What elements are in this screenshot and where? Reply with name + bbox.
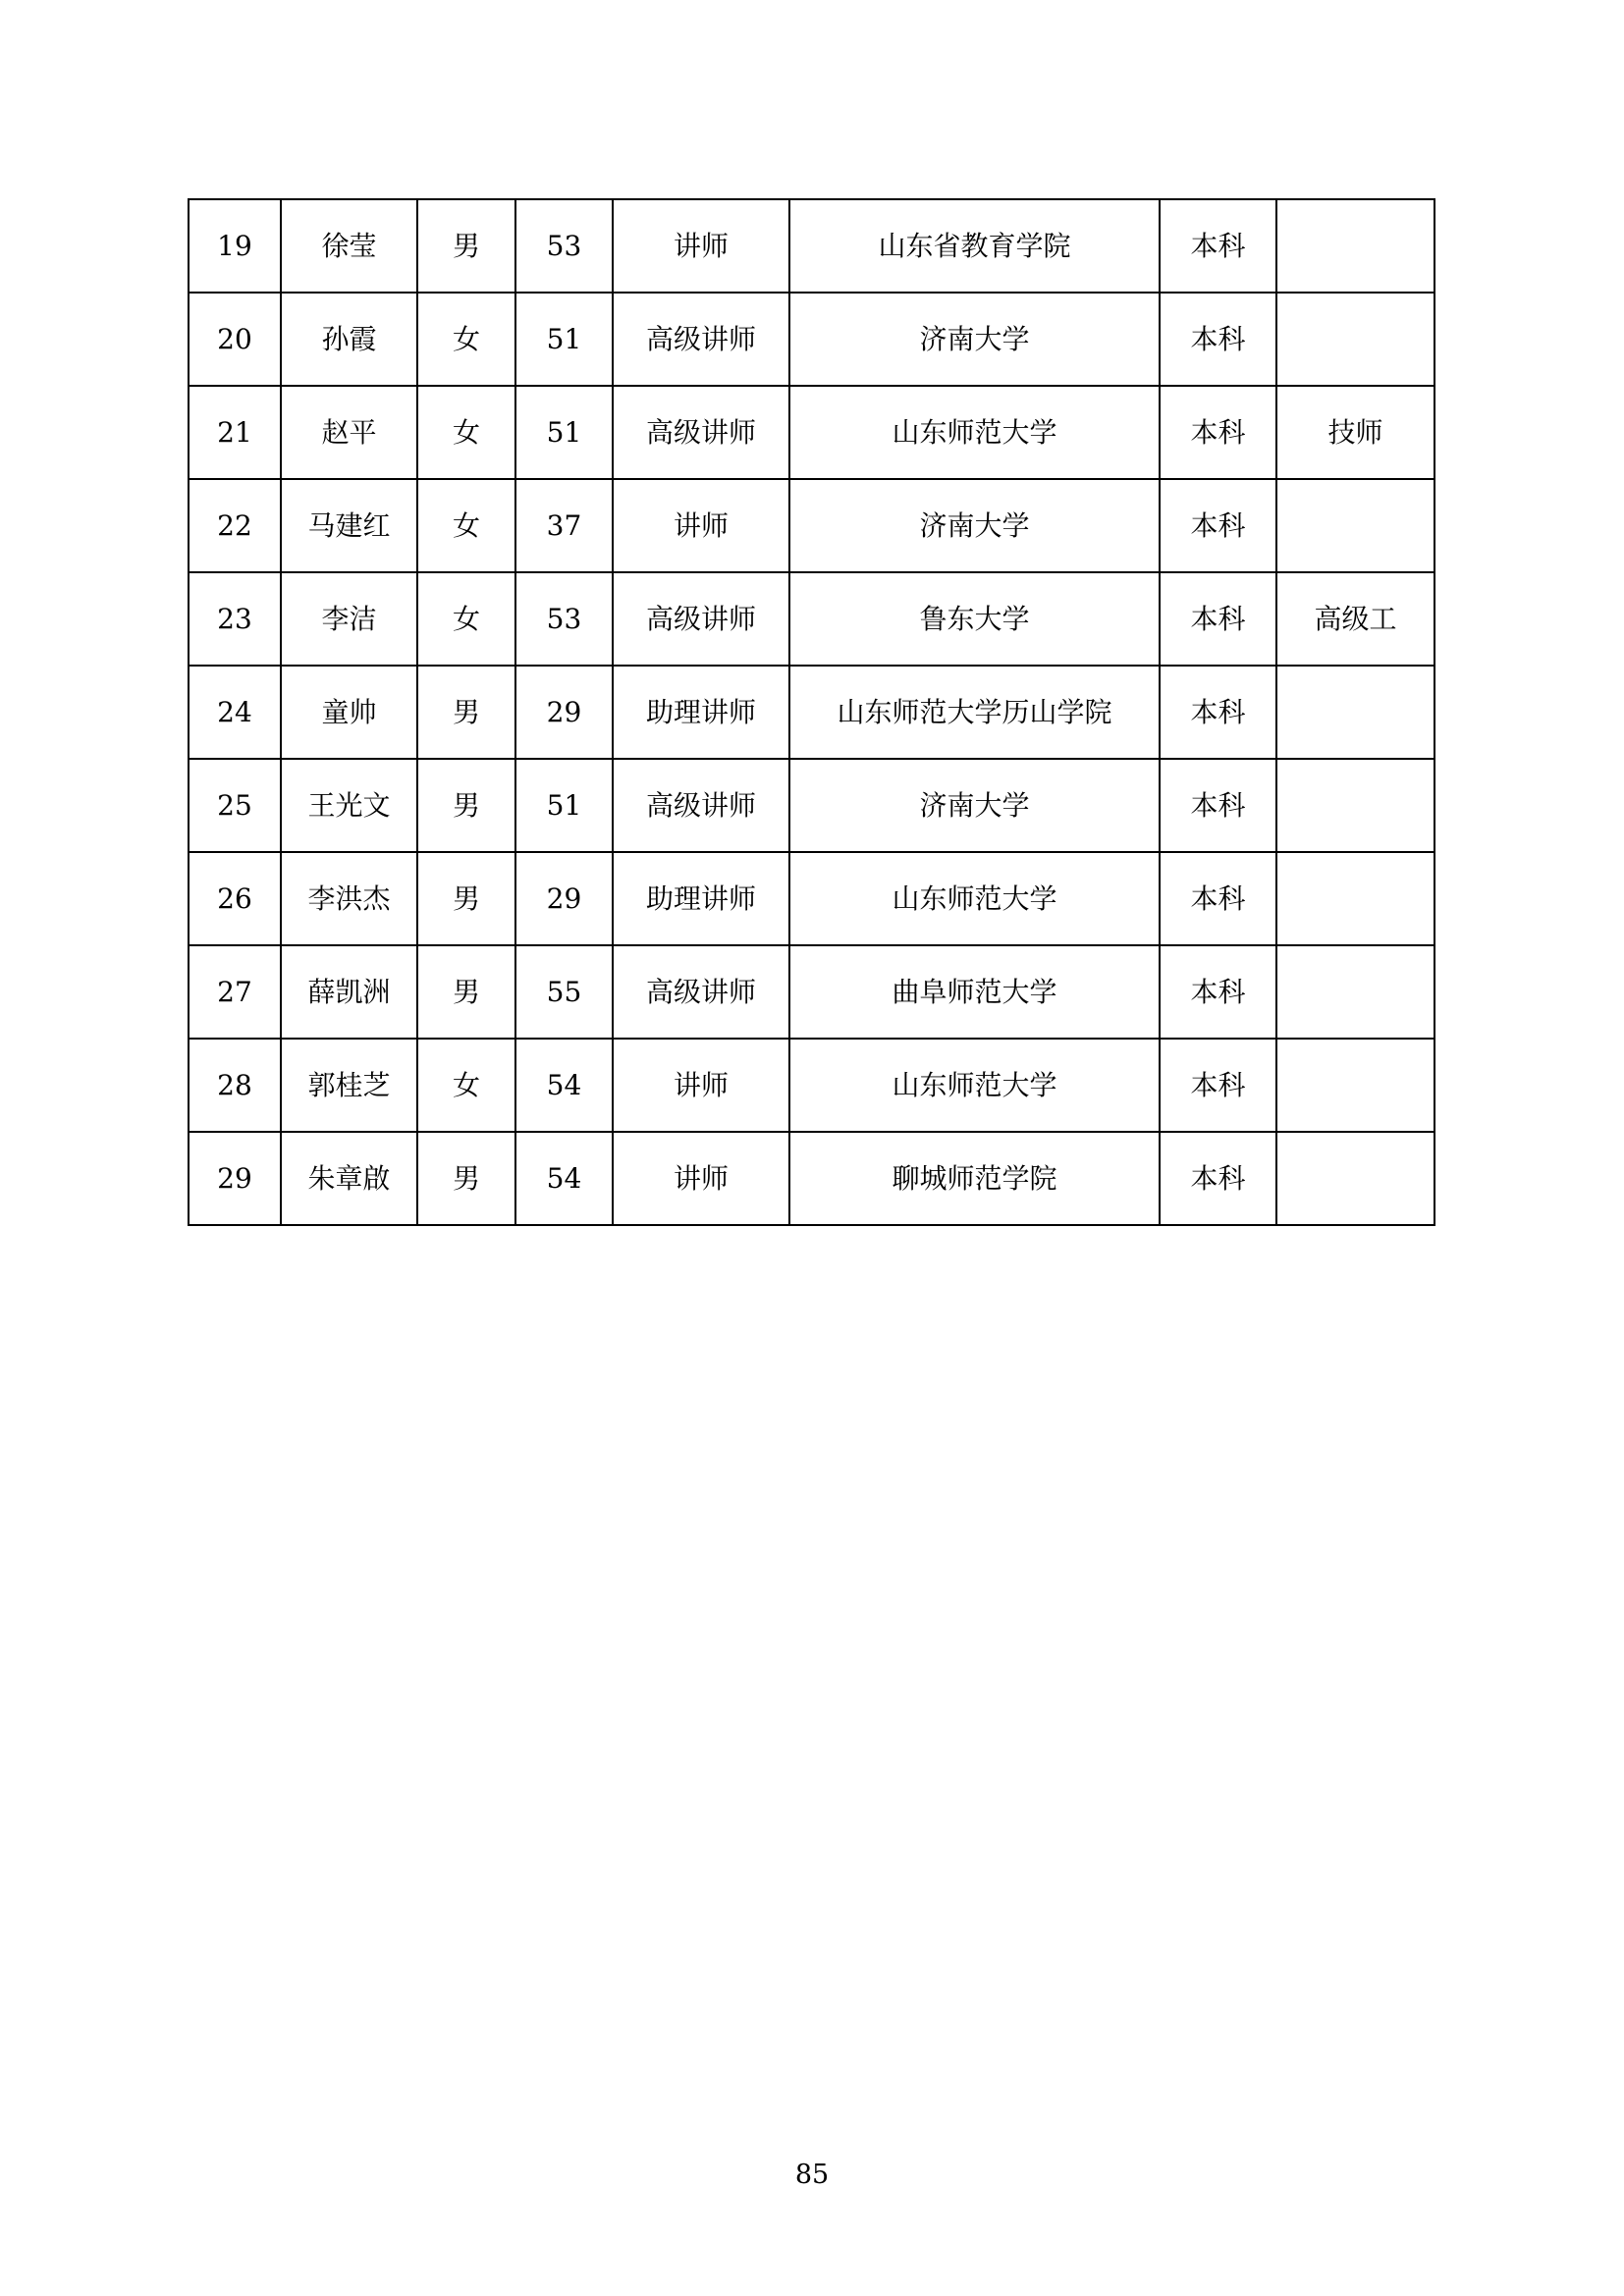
name-cell: 马建红 [281, 479, 417, 572]
name-cell: 童帅 [281, 666, 417, 759]
age-cell: 51 [515, 386, 613, 479]
title-cell: 讲师 [613, 1132, 789, 1225]
name-cell: 徐莹 [281, 199, 417, 293]
degree-cell: 本科 [1160, 759, 1276, 852]
degree-cell: 本科 [1160, 479, 1276, 572]
row-number-cell: 19 [189, 199, 281, 293]
title-cell: 助理讲师 [613, 666, 789, 759]
title-cell: 高级讲师 [613, 759, 789, 852]
row-number-cell: 22 [189, 479, 281, 572]
age-cell: 54 [515, 1039, 613, 1132]
name-cell: 薛凯洲 [281, 945, 417, 1039]
name-cell: 郭桂芝 [281, 1039, 417, 1132]
gender-cell: 男 [417, 666, 515, 759]
degree-cell: 本科 [1160, 572, 1276, 666]
qualification-cell: 高级工 [1276, 572, 1435, 666]
university-cell: 济南大学 [789, 759, 1160, 852]
qualification-cell [1276, 479, 1435, 572]
name-cell: 李洪杰 [281, 852, 417, 945]
table-row [189, 572, 1435, 666]
qualification-cell [1276, 666, 1435, 759]
title-cell: 高级讲师 [613, 945, 789, 1039]
university-cell: 山东师范大学 [789, 1039, 1160, 1132]
gender-cell: 女 [417, 293, 515, 386]
row-number-cell: 20 [189, 293, 281, 386]
degree-cell: 本科 [1160, 1039, 1276, 1132]
age-cell: 37 [515, 479, 613, 572]
title-cell: 高级讲师 [613, 572, 789, 666]
qualification-cell [1276, 945, 1435, 1039]
name-cell: 孙霞 [281, 293, 417, 386]
qualification-cell [1276, 852, 1435, 945]
qualification-cell [1276, 1039, 1435, 1132]
table-row [189, 1039, 1435, 1132]
age-cell: 51 [515, 293, 613, 386]
row-number-cell: 29 [189, 1132, 281, 1225]
table-row [189, 666, 1435, 759]
degree-cell: 本科 [1160, 293, 1276, 386]
degree-cell: 本科 [1160, 852, 1276, 945]
degree-cell: 本科 [1160, 199, 1276, 293]
gender-cell: 女 [417, 572, 515, 666]
title-cell: 讲师 [613, 1039, 789, 1132]
name-cell: 王光文 [281, 759, 417, 852]
university-cell: 山东师范大学 [789, 386, 1160, 479]
title-cell: 助理讲师 [613, 852, 789, 945]
row-number-cell: 25 [189, 759, 281, 852]
degree-cell: 本科 [1160, 945, 1276, 1039]
degree-cell: 本科 [1160, 386, 1276, 479]
university-cell: 曲阜师范大学 [789, 945, 1160, 1039]
table-row [189, 479, 1435, 572]
university-cell: 山东师范大学 [789, 852, 1160, 945]
table-row [189, 293, 1435, 386]
row-number-cell: 27 [189, 945, 281, 1039]
university-cell: 济南大学 [789, 479, 1160, 572]
title-cell: 讲师 [613, 479, 789, 572]
degree-cell: 本科 [1160, 666, 1276, 759]
gender-cell: 男 [417, 1132, 515, 1225]
university-cell: 山东师范大学历山学院 [789, 666, 1160, 759]
name-cell: 李洁 [281, 572, 417, 666]
page-number: 85 [794, 2160, 830, 2190]
age-cell: 55 [515, 945, 613, 1039]
age-cell: 51 [515, 759, 613, 852]
row-number-cell: 24 [189, 666, 281, 759]
university-cell: 鲁东大学 [789, 572, 1160, 666]
qualification-cell [1276, 293, 1435, 386]
row-number-cell: 23 [189, 572, 281, 666]
age-cell: 29 [515, 666, 613, 759]
name-cell: 赵平 [281, 386, 417, 479]
gender-cell: 男 [417, 852, 515, 945]
table-row [189, 1132, 1435, 1225]
title-cell: 高级讲师 [613, 293, 789, 386]
table-row [189, 199, 1435, 293]
gender-cell: 男 [417, 945, 515, 1039]
title-cell: 高级讲师 [613, 386, 789, 479]
qualification-cell [1276, 759, 1435, 852]
gender-cell: 男 [417, 759, 515, 852]
university-cell: 聊城师范学院 [789, 1132, 1160, 1225]
staff-table [188, 198, 1435, 1226]
staff-table-body [189, 199, 1435, 1225]
age-cell: 53 [515, 199, 613, 293]
gender-cell: 女 [417, 1039, 515, 1132]
name-cell: 朱章啟 [281, 1132, 417, 1225]
table-row [189, 852, 1435, 945]
qualification-cell: 技师 [1276, 386, 1435, 479]
gender-cell: 男 [417, 199, 515, 293]
degree-cell: 本科 [1160, 1132, 1276, 1225]
age-cell: 29 [515, 852, 613, 945]
row-number-cell: 26 [189, 852, 281, 945]
university-cell: 山东省教育学院 [789, 199, 1160, 293]
qualification-cell [1276, 199, 1435, 293]
age-cell: 54 [515, 1132, 613, 1225]
table-row [189, 945, 1435, 1039]
row-number-cell: 28 [189, 1039, 281, 1132]
gender-cell: 女 [417, 479, 515, 572]
table-row [189, 759, 1435, 852]
university-cell: 济南大学 [789, 293, 1160, 386]
title-cell: 讲师 [613, 199, 789, 293]
qualification-cell [1276, 1132, 1435, 1225]
row-number-cell: 21 [189, 386, 281, 479]
table-row [189, 386, 1435, 479]
gender-cell: 女 [417, 386, 515, 479]
age-cell: 53 [515, 572, 613, 666]
